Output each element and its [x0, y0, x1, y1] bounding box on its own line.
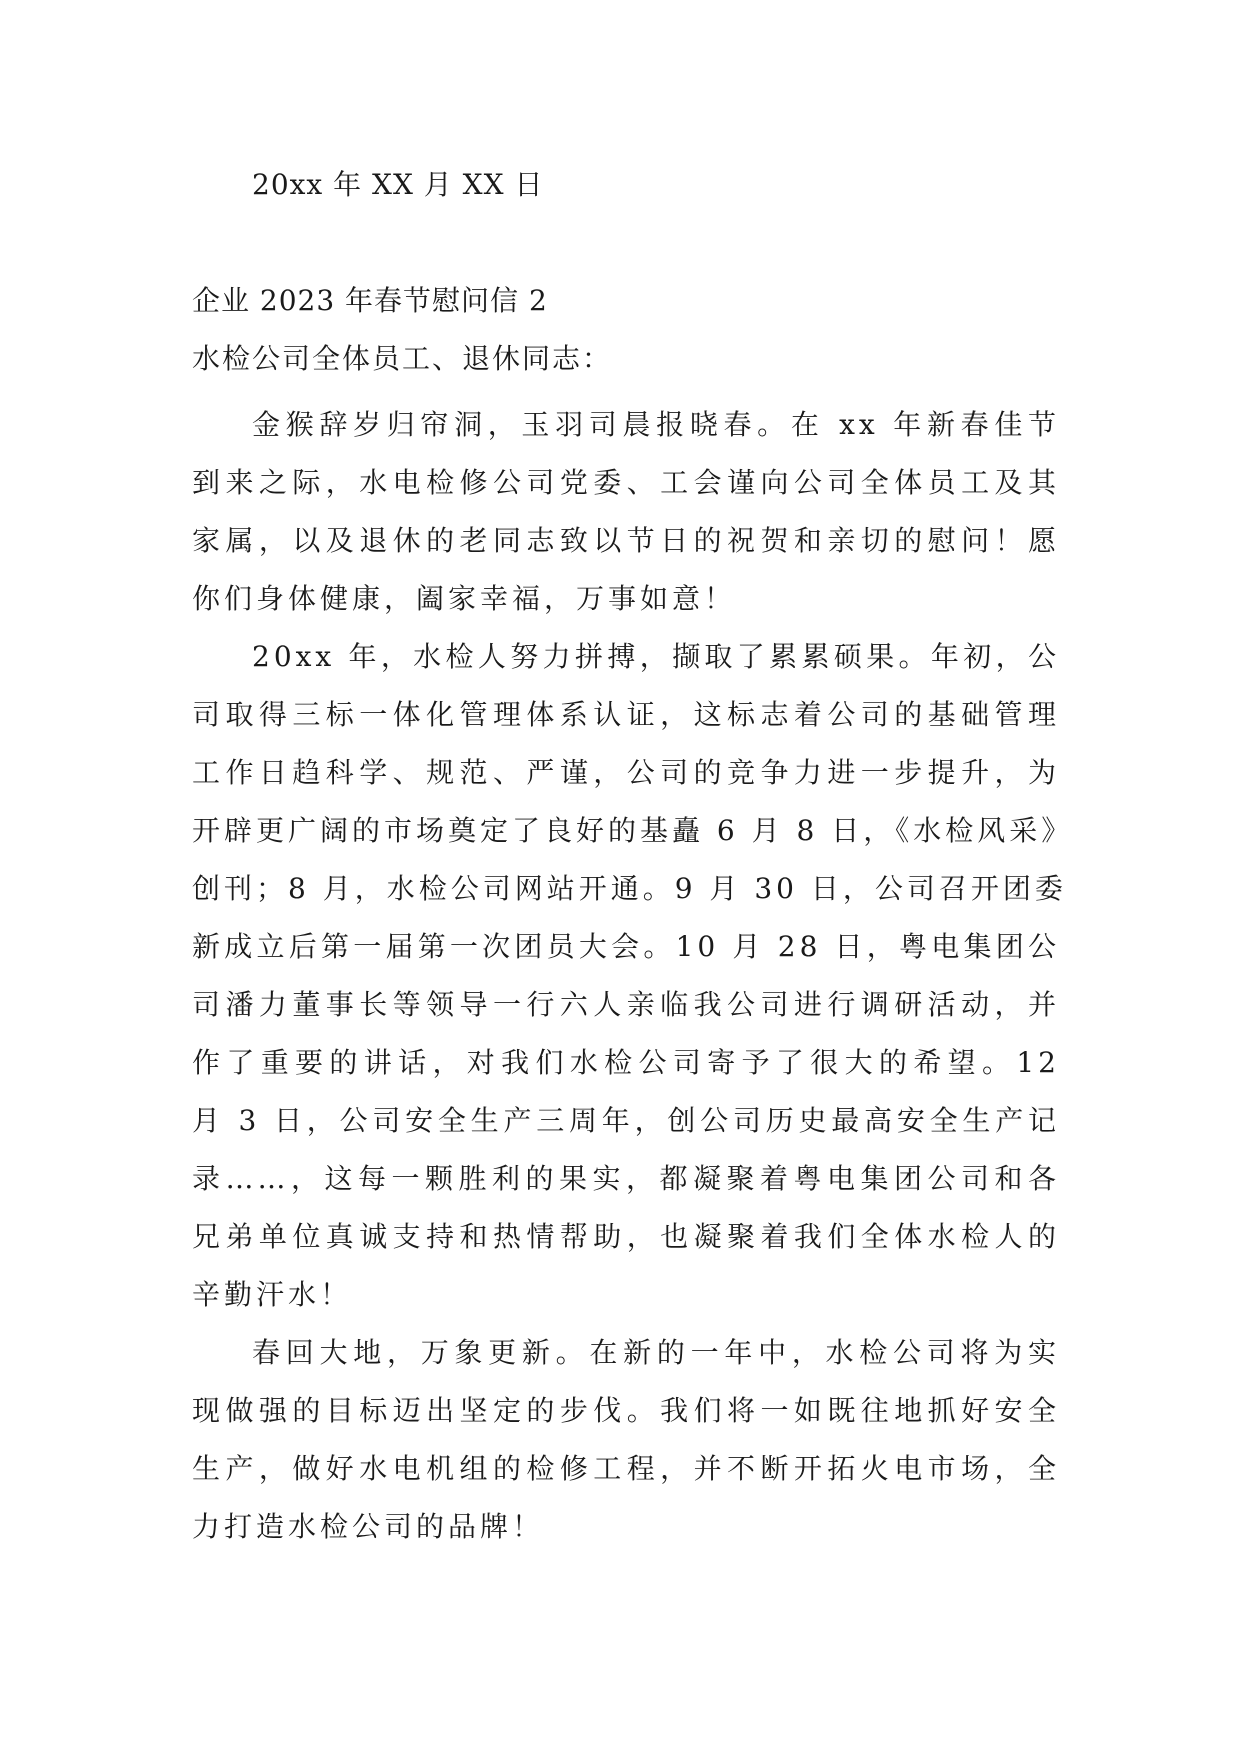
letter-body: [192, 396, 1074, 1556]
paragraph-line: 工作日趋科学、规范、严谨，公司的竞争力进一步提升，为: [192, 756, 1060, 789]
paragraph-line: 生产，做好水电机组的检修工程，并不断开拓火电市场，全: [192, 1452, 1060, 1485]
paragraph-line: 家属，以及退休的老同志致以节日的祝贺和亲切的慰问！愿: [192, 524, 1060, 557]
paragraph-line: 录……，这每一颗胜利的果实，都凝聚着粤电集团公司和各: [192, 1162, 1060, 1195]
letter-title: 企业 2023 年春节慰问信 2: [192, 284, 548, 317]
paragraph-line: 金猴辞岁归帘洞，玉羽司晨报晓春。在 xx 年新春佳节: [252, 408, 1060, 441]
paragraph-line: 司取得三标一体化管理体系认证，这标志着公司的基础管理: [192, 698, 1060, 731]
paragraph-line: 到来之际，水电检修公司党委、工会谨向公司全体员工及其: [192, 466, 1060, 499]
paragraph-line: 辛勤汗水！: [192, 1278, 353, 1311]
date-line: 20xx 年 XX 月 XX 日: [252, 168, 544, 201]
paragraph-line: 兄弟单位真诚支持和热情帮助，也凝聚着我们全体水检人的: [192, 1220, 1060, 1253]
paragraph-line: 你们身体健康，阖家幸福，万事如意！: [192, 582, 737, 615]
paragraph-line: 春回大地，万象更新。在新的一年中，水检公司将为实: [252, 1336, 1060, 1369]
paragraph-line: 月 3 日，公司安全生产三周年，创公司历史最高安全生产记: [192, 1104, 1060, 1137]
salutation: 水检公司全体员工、退休同志：: [192, 342, 613, 375]
paragraph-line: 20xx 年，水检人努力拼搏，撷取了累累硕果。年初，公: [252, 640, 1060, 673]
paragraph-line: 现做强的目标迈出坚定的步伐。我们将一如既往地抓好安全: [192, 1394, 1060, 1427]
paragraph-line: 新成立后第一届第一次团员大会。10 月 28 日，粤电集团公: [192, 930, 1060, 963]
paragraph-line: 创刊；8 月，水检公司网站开通。9 月 30 日，公司召开团委: [192, 872, 1067, 905]
paragraph-line: 司潘力董事长等领导一行六人亲临我公司进行调研活动，并: [192, 988, 1060, 1021]
paragraph-line: 力打造水检公司的品牌！: [192, 1510, 545, 1543]
paragraph-line: 作了重要的讲话，对我们水检公司寄予了很大的希望。12: [192, 1046, 1060, 1079]
paragraph-line: 开辟更广阔的市场奠定了良好的基矗 6 月 8 日，《水检风采》: [192, 814, 1074, 847]
